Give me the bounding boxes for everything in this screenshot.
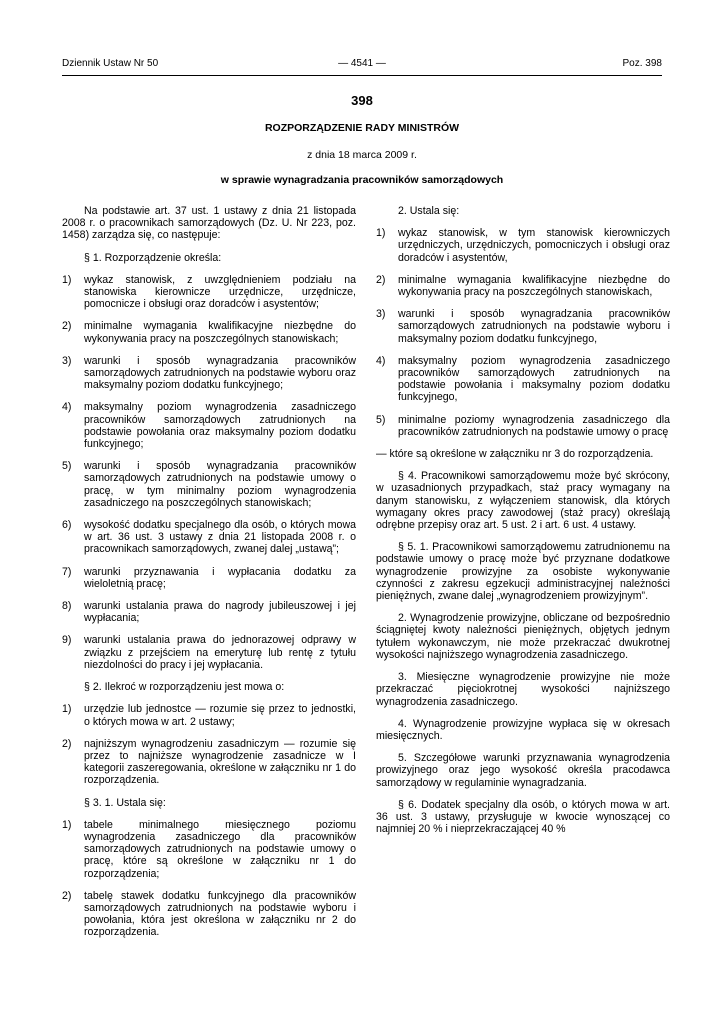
section-4: § 4. Pracownikowi samorządowemu może być skrócony, w uzasadnionych przypadkach, staż pracy wymagany na danym stanowisku, z wyłączeniem stanowisk, dla których wymagany okres pracy zawodowej (staż pracy) określają odrębne przepisy oraz art. 5 ust. 2 i art. 6 ust. 4 ustawy. xyxy=(376,470,670,532)
section-5-3: 3. Miesięczne wynagrodzenie prowizyjne nie może przekraczać pięciokrotnej wysokości najniższego wynagrodzenia zasadniczego. xyxy=(376,671,670,708)
list-item-number: 8) xyxy=(62,600,72,613)
document-subject: w sprawie wynagradzania pracowników samorządowych xyxy=(220,174,504,186)
list-item-number: 7) xyxy=(62,565,72,578)
list-item-number: 1) xyxy=(62,703,72,716)
journal-name: Dziennik Ustaw Nr 50 xyxy=(62,58,159,69)
list-item xyxy=(62,460,356,509)
list-item-text: minimalne poziomy wynagrodzenia zasadniczego dla pracowników zatrudnionych na podstawie umowy o pracę xyxy=(398,413,670,438)
list-item xyxy=(62,703,356,727)
list-item xyxy=(62,566,356,590)
list-item-number: 6) xyxy=(62,519,72,532)
list-item xyxy=(62,819,356,880)
list-item-text: wykaz stanowisk, z uwzględnieniem podziału na stanowiska kierownicze urzędnicze, urzędnicze, pomocnicze i obsługi oraz doradców i asystentów; xyxy=(84,273,356,311)
section-1-heading: § 1. Rozporządzenie określa: xyxy=(84,251,222,264)
list-item-number: 4) xyxy=(62,401,72,414)
list-item-number: 3) xyxy=(376,308,386,321)
document-date: z dnia 18 marca 2009 r. xyxy=(307,149,417,161)
section-1-list xyxy=(62,274,356,671)
document-number: 398 xyxy=(351,93,373,108)
list-item xyxy=(62,320,356,344)
list-item xyxy=(376,227,670,264)
list-item xyxy=(62,600,356,624)
left-column xyxy=(62,205,356,949)
page-number: — 4541 — xyxy=(338,58,386,69)
section-2-list xyxy=(62,703,356,786)
list-item-text: najniższym wynagrodzeniu zasadniczym — rozumie się przez to najniższe wynagrodzenie zasadnicze w I kategorii zaszeregowania, określone w załączniku nr 1 do rozporządzenia. xyxy=(84,737,356,787)
section-5-4: 4. Wynagrodzenie prowizyjne wypłaca się w okresach miesięcznych. xyxy=(376,717,670,742)
list-item-text: tabelę stawek dodatku funkcyjnego dla pracowników samorządowych zatrudnionych na podstawie wyboru i powołania, która jest określona w załączniku nr 2 do rozporządzenia. xyxy=(84,889,356,939)
list-item-text: tabele minimalnego miesięcznego poziomu wynagrodzenia zasadniczego dla pracowników samorządowych zatrudnionych na podstawie umowy o pracę, które są określone w załączniku nr 1 do rozporządzenia; xyxy=(84,818,356,880)
section-3-2-tail: — które są określone w załączniku nr 3 do rozporządzenia. xyxy=(376,448,654,461)
list-item-text: wysokość dodatku specjalnego dla osób, o których mowa w art. 36 ust. 3 ustawy z dnia 21 listopada 2008 r. o pracownikach samorządowych, zwanej dalej „ustawą”; xyxy=(84,519,356,556)
list-item xyxy=(62,519,356,556)
list-item-text: warunki ustalania prawa do nagrody jubileuszowej i jej wypłacania; xyxy=(84,600,356,625)
list-item xyxy=(376,414,670,438)
list-item-number: 1) xyxy=(62,818,72,831)
list-item xyxy=(376,355,670,404)
list-item-number: 1) xyxy=(62,273,72,286)
list-item-text: warunki i sposób wynagradzania pracowników samorządowych zatrudnionych na podstawie wyboru oraz maksymalny poziom dodatku funkcyjnego; xyxy=(84,354,356,392)
section-5-1: § 5. 1. Pracownikowi samorządowemu zatrudnionemu na podstawie umowy o pracę może być przyznane dodatkowe wynagrodzenie prowizyjne za osobiste wykonywanie czynności z zakresu egzekucji administracyjnej należności pieniężnych, zwane dalej „wynagrodzeniem prowizyjnym”. xyxy=(376,541,670,603)
section-3-heading: § 3. 1. Ustala się: xyxy=(84,796,166,809)
list-item xyxy=(62,355,356,392)
list-item-number: 2) xyxy=(376,273,386,286)
section-3-2-list xyxy=(376,227,670,438)
list-item xyxy=(62,401,356,450)
document-title: ROZPORZĄDZENIE RADY MINISTRÓW xyxy=(264,122,460,134)
preamble: Na podstawie art. 37 ust. 1 ustawy z dnia 21 listopada 2008 r. o pracownikach samorządowych (Dz. U. Nr 223, poz. 1458) zarządza się, co następuje: xyxy=(62,205,356,242)
list-item-number: 2) xyxy=(62,737,72,750)
list-item-number: 2) xyxy=(62,320,72,333)
section-3-list xyxy=(62,819,356,939)
list-item-text: maksymalny poziom wynagrodzenia zasadniczego pracowników samorządowych zatrudnionych na podstawie powołania i maksymalny poziom dodatku funkcyjnego, xyxy=(398,354,670,404)
list-item-text: minimalne wymagania kwalifikacyjne niezbędne do wykonywania pracy na poszczególnych stanowiskach, xyxy=(398,273,670,299)
list-item-text: warunki i sposób wynagradzania pracowników samorządowych zatrudnionych na podstawie wyboru i maksymalny poziom dodatku funkcyjnego, xyxy=(398,308,670,345)
section-5-2: 2. Wynagrodzenie prowizyjne, obliczane od bezpośrednio ściągniętej kwoty należności pieniężnych, objętych jednym tytułem wykonawczym, nie może przekraczać dwukrotnej wysokości najniższego wynagrodzenia zasadniczego. xyxy=(376,612,670,661)
list-item-number: 5) xyxy=(62,460,72,473)
list-item-text: urzędzie lub jednostce — rozumie się przez to jednostki, o których mowa w art. 2 ustawy; xyxy=(84,703,356,728)
list-item-text: wykaz stanowisk, w tym stanowisk kierowniczych urzędniczych, urzędniczych, pomocniczych i obsługi oraz doradców i asystentów, xyxy=(398,227,670,264)
list-item-text: warunki ustalania prawa do jednorazowej odprawy w związku z przejściem na emeryturę lub rentę z tytułu niezdolności do pracy i jej wypłacania. xyxy=(84,634,356,671)
list-item xyxy=(62,634,356,671)
running-header xyxy=(62,58,662,72)
list-item-text: warunki i sposób wynagradzania pracowników samorządowych zatrudnionych na podstawie umowy o pracę, w tym minimalny poziom wynagrodzenia zasadniczego na poszczególnych stanowiskach; xyxy=(84,460,356,509)
list-item-number: 4) xyxy=(376,354,386,367)
right-column xyxy=(376,205,670,835)
list-item xyxy=(376,308,670,345)
list-item-number: 3) xyxy=(62,354,72,367)
list-item-text: maksymalny poziom wynagrodzenia zasadniczego pracowników samorządowych zatrudnionych na podstawie powołania oraz maksymalny poziom dodatku funkcyjnego; xyxy=(84,401,356,451)
header-rule xyxy=(62,75,662,76)
list-item xyxy=(376,274,670,298)
list-item xyxy=(62,890,356,939)
list-item xyxy=(62,274,356,311)
position-number: Poz. 398 xyxy=(622,58,662,69)
section-3-2-heading: 2. Ustala się: xyxy=(398,205,460,217)
list-item-number: 9) xyxy=(62,634,72,647)
list-item-number: 5) xyxy=(376,413,386,426)
list-item-number: 1) xyxy=(376,227,386,240)
section-6: § 6. Dodatek specjalny dla osób, o których mowa w art. 36 ust. 3 ustawy, przysługuje w kwocie wynoszącej co najmniej 20 % i nieprzekraczającej 40 % xyxy=(376,798,670,836)
list-item-text: warunki przyznawania i wypłacania dodatku za wieloletnią pracę; xyxy=(84,565,356,590)
section-5-5: 5. Szczegółowe warunki przyznawania wynagrodzenia prowizyjnego oraz jego wysokość określa pracodawca samorządowy w regulaminie wynagradzania. xyxy=(376,752,670,789)
section-2-heading: § 2. Ilekroć w rozporządzeniu jest mowa o: xyxy=(84,681,285,694)
list-item-text: minimalne wymagania kwalifikacyjne niezbędne do wykonywania pracy na poszczególnych stanowiskach; xyxy=(84,320,356,345)
list-item xyxy=(62,738,356,787)
list-item-number: 2) xyxy=(62,889,72,902)
